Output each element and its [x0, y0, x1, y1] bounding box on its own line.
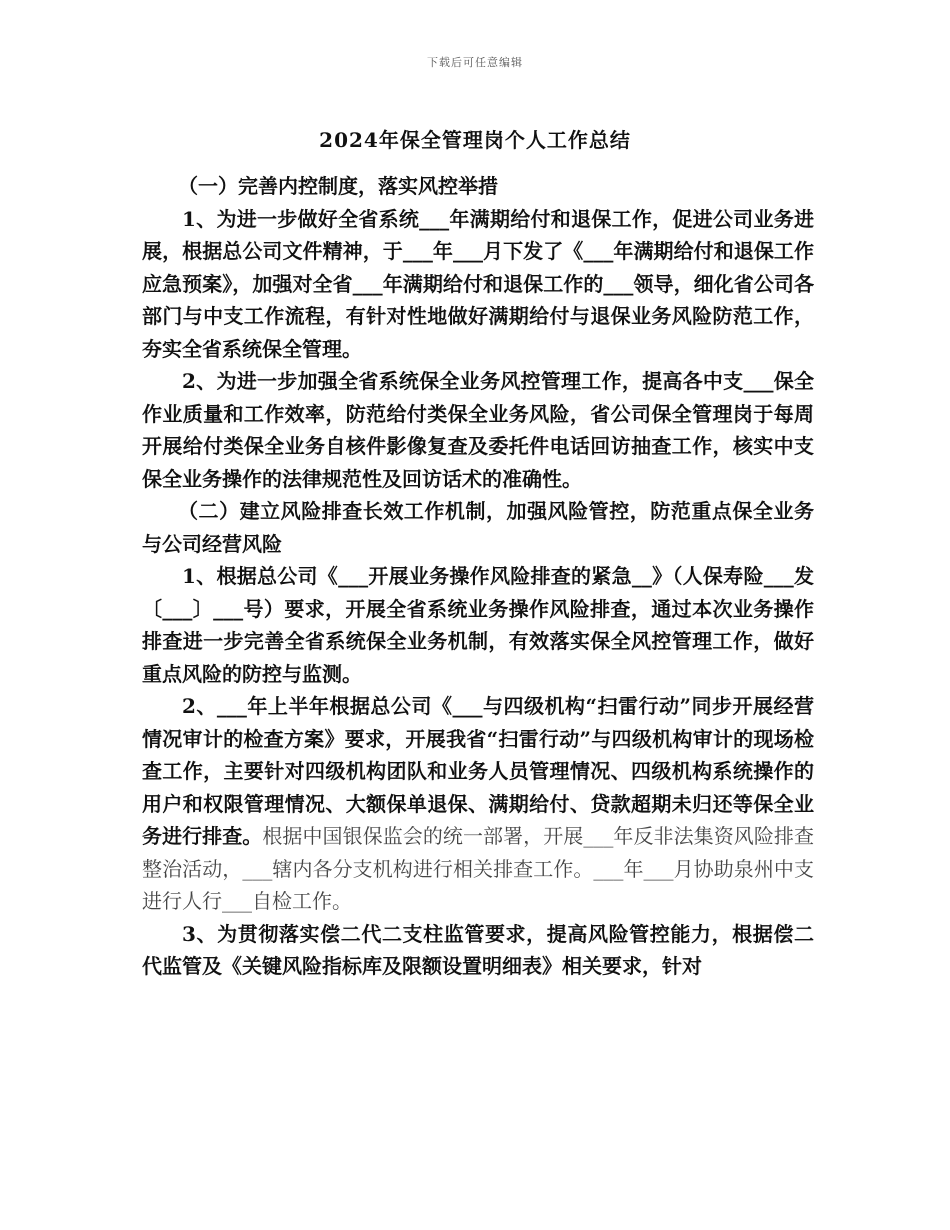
download-edit-note: 下载后可任意编辑: [427, 56, 523, 69]
document-title: 2024年保全管理岗个人工作总结: [319, 128, 631, 152]
paragraph: [142, 690, 814, 918]
paragraph: 3、为贯彻落实偿二代二支柱监管要求，提高风险管控能力，根据偿二代监管及《关键风险指标库及限额设置明细表》相关要求，针对: [142, 921, 814, 978]
paragraph: 2、为进一步加强全省系统保全业务风控管理工作，提高各中支___保全作业质量和工作效率，防范给付类保全业务风险，省公司保全管理岗于每周开展给付类保全业务自核件影像复查及委托件电话回访抽查工作，核实中支保全业务操作的法律规范性及回访话术的准确性。: [142, 369, 814, 491]
paragraph: 1、根据总公司《___开展业务操作风险排查的紧急__》（人保寿险___发〔___〕___号）要求，开展全省系统业务操作风险排查，通过本次业务操作排查进一步完善全省系统保全业务机制，有效落实保全风控管理工作，做好重点风险的防控与监测。: [142, 564, 814, 686]
paragraph-light-continuation: 根据中国银保监会的统一部署，开展___年反非法集资风险排查整治活动，___辖内各分支机构进行相关排查工作。___年___月协助泉州中支进行人行___自检工作。: [142, 824, 814, 913]
section-heading-2: （二）建立风险排查长效工作机制，加强风险管控，防范重点保全业务与公司经营风险: [142, 499, 814, 556]
paragraph: 1、为进一步做好全省系统___年满期给付和退保工作，促进公司业务进展，根据总公司文件精神，于___年___月下发了《___年满期给付和退保工作应急预案》，加强对全省___年满期给付和退保工作的___领导，细化省公司各部门与中支工作流程，有针对性地做好满期给付与退保业务风险防范工作，夯实全省系统保全管理。: [142, 206, 814, 361]
document-body: [142, 170, 814, 983]
section-heading-1: （一）完善内控制度，落实风控举措: [178, 174, 498, 198]
paragraph-bold-part: 2、___年上半年根据总公司《___与四级机构“扫雷行动”同步开展经营情况审计的检查方案》要求，开展我省“扫雷行动”与四级机构审计的现场检查工作，主要针对四级机构团队和业务人员管理情况、四级机构系统操作的用户和权限管理情况、大额保单退保、满期给付、贷款超期未归还等保全业务进行排查。: [142, 694, 814, 848]
